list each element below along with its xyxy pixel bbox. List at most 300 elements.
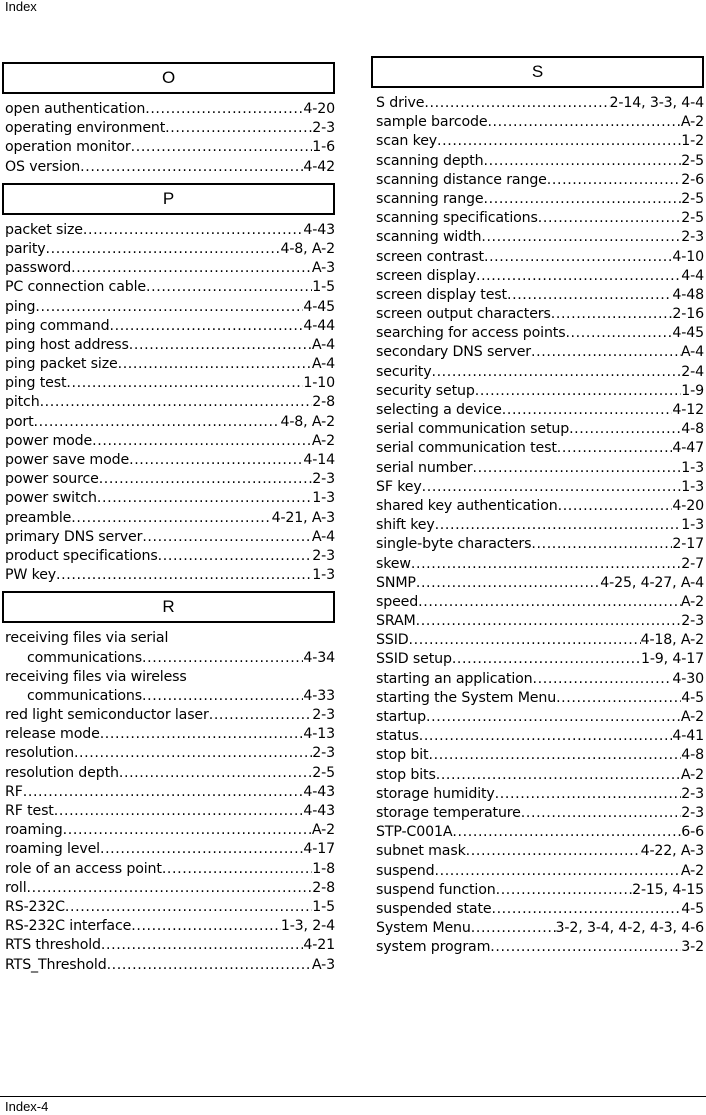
page-reference: 4-5 — [681, 689, 704, 706]
page-reference: A-4 — [311, 356, 335, 373]
page-reference: 4-13 — [303, 726, 335, 743]
index-term: RF — [5, 783, 23, 800]
index-term: product specifications — [5, 547, 158, 564]
dot-leader — [100, 725, 304, 744]
page-reference: A-3 — [311, 956, 335, 973]
index-entry — [374, 228, 704, 247]
page-reference: 4-43 — [303, 221, 335, 238]
dot-leader — [74, 744, 312, 763]
section-heading-o: O — [2, 62, 335, 94]
footer-rule — [0, 1096, 706, 1097]
page-reference: 1-3, 2-4 — [280, 918, 335, 935]
dot-leader — [531, 343, 681, 362]
dot-leader — [435, 516, 682, 535]
index-term: screen contrast — [376, 248, 484, 265]
index-entry — [5, 158, 335, 177]
index-entry — [5, 119, 335, 138]
index-entry — [5, 451, 335, 470]
index-entry — [374, 785, 704, 804]
page-reference: 4-20 — [303, 101, 335, 117]
index-entry — [374, 305, 704, 324]
dot-leader — [558, 497, 673, 516]
index-term: roaming — [5, 822, 63, 839]
page-reference: 1-9 — [681, 382, 704, 399]
page-reference: 2-3 — [681, 785, 704, 802]
page-reference: A-4 — [311, 336, 335, 353]
index-entry — [5, 393, 335, 412]
dot-leader — [142, 687, 303, 706]
page-reference: A-2 — [680, 709, 704, 725]
section-heading-p: P — [2, 183, 335, 215]
index-entry — [374, 267, 704, 286]
dot-leader — [27, 879, 313, 898]
index-term: S drive — [376, 95, 425, 111]
page-reference: 2-3 — [681, 804, 704, 821]
page-reference: 4-10 — [672, 248, 704, 265]
dot-leader — [481, 228, 681, 247]
index-entry — [374, 459, 704, 478]
page-reference: 4-43 — [303, 803, 335, 819]
index-term: ping host address — [5, 336, 129, 353]
index-entry — [5, 860, 335, 879]
index-entry — [374, 727, 704, 746]
page-reference: 4-21, A-3 — [271, 509, 335, 526]
dot-leader — [557, 439, 673, 458]
index-entry — [374, 171, 704, 190]
index-term: scanning range — [376, 190, 484, 207]
index-term: selecting a device — [376, 402, 502, 418]
index-term: open authentication — [5, 101, 146, 117]
index-term: searching for access points — [376, 325, 566, 342]
page-reference: 4-33 — [303, 687, 335, 704]
page-reference: 2-8 — [312, 394, 335, 411]
index-entry — [374, 324, 704, 343]
page-reference: 4-34 — [303, 649, 335, 666]
dot-leader — [33, 413, 280, 432]
page-reference: 4-42 — [303, 158, 335, 175]
page-reference: 1-2 — [681, 133, 704, 150]
index-entry-continuation — [5, 687, 335, 706]
dot-leader — [92, 432, 312, 451]
index-term: sample barcode — [376, 114, 488, 131]
index-term: RTS_Threshold — [5, 956, 107, 973]
index-entry — [374, 670, 704, 689]
dot-leader — [71, 509, 271, 528]
dot-leader — [165, 119, 312, 138]
index-entry — [374, 420, 704, 439]
index-term: system program — [376, 939, 491, 956]
index-term: scanning depth — [376, 152, 484, 169]
index-entry — [374, 919, 704, 938]
running-header: Index — [5, 0, 37, 14]
page-reference: 2-6 — [681, 171, 704, 188]
page-reference: A-3 — [311, 260, 335, 277]
index-entry — [374, 439, 704, 458]
dot-leader — [496, 881, 633, 900]
dot-leader — [416, 612, 682, 631]
page-reference: 6-6 — [681, 824, 704, 841]
page-reference: 4-45 — [672, 325, 704, 342]
dot-leader — [452, 823, 681, 842]
index-term: PC connection cable — [5, 279, 146, 296]
page-reference: A-2 — [680, 593, 704, 610]
index-term: RTS threshold — [5, 937, 101, 954]
index-entry — [5, 298, 335, 317]
dot-leader — [547, 171, 682, 190]
page-reference: 4-5 — [681, 900, 704, 917]
index-term: shared key authentication — [376, 497, 558, 514]
index-term: SF key — [376, 478, 422, 495]
index-entry — [5, 138, 335, 157]
index-term: ping test — [5, 375, 67, 392]
dot-leader — [556, 689, 681, 708]
dot-leader — [502, 401, 673, 420]
index-term: port — [5, 413, 34, 430]
dot-leader — [99, 470, 313, 489]
dot-leader — [487, 113, 680, 132]
page-reference: 4-45 — [303, 298, 335, 315]
index-entry — [5, 917, 335, 936]
index-term: release mode — [5, 726, 100, 743]
dot-leader — [411, 555, 681, 574]
index-list-p — [2, 215, 335, 592]
index-list-r — [2, 623, 335, 980]
dot-leader — [119, 764, 312, 783]
index-term: storage temperature — [376, 804, 521, 821]
index-entry — [374, 842, 704, 861]
dot-leader — [466, 842, 641, 861]
index-term: OS version — [5, 158, 81, 175]
dot-leader — [471, 919, 556, 938]
page-reference: 1-3 — [681, 517, 704, 534]
dot-leader — [428, 746, 681, 765]
dot-leader — [490, 938, 681, 957]
index-term: status — [376, 728, 419, 745]
page-reference: A-4 — [311, 528, 335, 545]
index-entry — [5, 489, 335, 508]
index-term-continuation: communications — [27, 687, 143, 704]
page-reference: 1-9, 4-17 — [640, 651, 704, 668]
page-reference: 4-47 — [672, 440, 704, 457]
dot-leader — [521, 804, 682, 823]
dot-leader — [97, 489, 312, 508]
page-number: Index-4 — [5, 1099, 49, 1114]
index-entry — [5, 566, 335, 585]
page-reference: A-2 — [680, 766, 704, 783]
index-term: security setup — [376, 382, 475, 399]
index-entry — [5, 355, 335, 374]
page-reference: 4-48 — [672, 286, 704, 303]
index-entry — [374, 152, 704, 171]
index-entry — [5, 879, 335, 898]
page-reference: A-2 — [311, 822, 335, 839]
page-reference: 2-14, 3-3, 4-4 — [609, 95, 704, 111]
page-reference: 4-12 — [672, 402, 704, 418]
index-term: speed — [376, 593, 419, 610]
index-entry — [374, 938, 704, 957]
index-term: scanning specifications — [376, 210, 538, 227]
index-term: shift key — [376, 517, 435, 534]
index-term: resolution depth — [5, 764, 119, 781]
index-term: roaming level — [5, 841, 100, 858]
index-term: primary DNS server — [5, 528, 143, 545]
index-entry — [374, 382, 704, 401]
index-entry — [374, 516, 704, 535]
index-term: screen output characters — [376, 306, 551, 323]
page-reference: 2-3 — [312, 471, 335, 488]
dot-leader — [80, 158, 303, 177]
page-reference: 4-21 — [303, 937, 335, 954]
page-reference: 4-20 — [672, 497, 704, 514]
dot-leader — [409, 631, 641, 650]
index-entry — [5, 100, 335, 119]
page-reference: 4-18, A-2 — [640, 632, 704, 649]
index-term: suspend — [376, 862, 435, 879]
page-reference: 4-8, A-2 — [280, 240, 335, 257]
index-entry — [374, 804, 704, 823]
index-entry — [5, 317, 335, 336]
index-entry — [5, 821, 335, 840]
index-term: serial communication setup — [376, 421, 570, 438]
index-entry — [374, 497, 704, 516]
index-term: single-byte characters — [376, 536, 532, 553]
index-entry — [374, 593, 704, 612]
page-reference: 4-25, 4-27, A-4 — [600, 574, 704, 591]
index-term: serial number — [376, 459, 473, 476]
index-entry — [5, 221, 335, 240]
page-reference: 2-3 — [312, 707, 335, 724]
index-term: SRAM — [376, 613, 416, 630]
page-reference: A-2 — [680, 862, 704, 879]
dot-leader — [491, 900, 681, 919]
index-list-s — [371, 88, 704, 963]
index-term: scan key — [376, 133, 438, 150]
index-entry — [374, 286, 704, 305]
left-column — [2, 62, 335, 981]
page-reference: 1-5 — [312, 898, 335, 915]
index-entry — [374, 190, 704, 209]
page-reference: 2-5 — [681, 152, 704, 169]
dot-leader — [109, 317, 303, 336]
index-term: security — [376, 363, 432, 380]
index-entry — [5, 668, 335, 687]
index-term: ping — [5, 298, 36, 315]
index-term: PW key — [5, 567, 57, 584]
page-reference: 4-14 — [303, 452, 335, 468]
index-term: preamble — [5, 509, 72, 526]
index-term: SNMP — [376, 574, 416, 591]
page-reference: 4-4 — [681, 267, 704, 284]
page-reference: 1-8 — [312, 860, 335, 877]
index-term: subnet mask — [376, 843, 466, 860]
dot-leader — [118, 355, 312, 374]
page-reference: 2-8 — [312, 879, 335, 896]
index-term: secondary DNS server — [376, 344, 531, 361]
dot-leader — [418, 593, 681, 612]
dot-leader — [431, 363, 681, 382]
index-term: starting the System Menu — [376, 689, 557, 706]
index-term: roll — [5, 879, 27, 896]
dot-leader — [538, 209, 682, 228]
dot-leader — [533, 670, 673, 689]
page-reference: 4-8 — [681, 421, 704, 438]
index-entry — [5, 336, 335, 355]
dot-leader — [209, 706, 313, 725]
index-list-o — [2, 94, 335, 183]
dot-leader — [495, 785, 682, 804]
dot-leader — [131, 917, 281, 936]
page-reference: 4-41 — [672, 728, 704, 745]
index-entry — [5, 706, 335, 725]
index-term: scanning distance range — [376, 171, 547, 188]
page-reference: 4-17 — [303, 841, 335, 858]
dot-leader — [131, 138, 313, 157]
dot-leader — [476, 267, 681, 286]
index-entry — [374, 343, 704, 362]
index-entry — [374, 363, 704, 382]
index-term: RF test — [5, 803, 54, 819]
index-entry — [374, 478, 704, 497]
page-reference: 2-3 — [681, 613, 704, 630]
index-term: starting an application — [376, 670, 533, 687]
index-term: suspend function — [376, 881, 496, 898]
dot-leader — [569, 420, 681, 439]
index-entry-continuation — [5, 649, 335, 668]
index-term-continuation: communications — [27, 649, 143, 666]
dot-leader — [416, 574, 600, 593]
index-entry — [5, 413, 335, 432]
index-entry — [374, 823, 704, 842]
index-entry — [5, 629, 335, 648]
index-entry — [374, 766, 704, 785]
section-heading-s: S — [371, 56, 704, 88]
right-column — [371, 56, 704, 963]
dot-leader — [100, 840, 303, 859]
index-entry — [374, 401, 704, 420]
index-term: SSID setup — [376, 651, 452, 668]
page-reference: 2-5 — [681, 190, 704, 207]
index-term: storage humidity — [376, 785, 495, 802]
index-entry — [5, 898, 335, 917]
dot-leader — [565, 324, 672, 343]
index-entry — [5, 259, 335, 278]
page-reference: A-2 — [680, 114, 704, 131]
dot-leader — [551, 305, 673, 324]
index-term: password — [5, 260, 72, 277]
index-term: ping command — [5, 317, 110, 334]
index-entry — [374, 708, 704, 727]
page-reference: 1-3 — [312, 490, 335, 507]
dot-leader — [452, 650, 641, 669]
index-entry — [374, 132, 704, 151]
index-term: suspended state — [376, 900, 492, 917]
index-term: power mode — [5, 432, 93, 449]
index-term: stop bit — [376, 747, 429, 764]
index-term: RS-232C interface — [5, 918, 132, 935]
index-term: scanning width — [376, 229, 482, 246]
index-term: power switch — [5, 490, 97, 507]
page-reference: 2-15, 4-15 — [632, 881, 704, 898]
index-term: role of an access point — [5, 860, 162, 877]
index-entry — [5, 936, 335, 955]
index-term: receiving files via wireless — [5, 668, 187, 685]
index-entry — [374, 574, 704, 593]
dot-leader — [129, 336, 312, 355]
index-entry — [5, 802, 335, 821]
index-term: ping packet size — [5, 356, 118, 373]
page-reference: 4-44 — [303, 317, 335, 334]
dot-leader — [142, 528, 312, 547]
index-term: power save mode — [5, 452, 130, 468]
index-entry — [374, 209, 704, 228]
page-reference: 1-3 — [681, 459, 704, 476]
page-reference: 2-17 — [672, 536, 704, 553]
dot-leader — [531, 535, 672, 554]
dot-leader — [475, 382, 682, 401]
dot-leader — [40, 393, 313, 412]
index-entry — [5, 764, 335, 783]
page-reference: 1-5 — [312, 279, 335, 296]
dot-leader — [54, 802, 304, 821]
index-term: operating environment — [5, 120, 166, 137]
index-entry — [5, 528, 335, 547]
dot-leader — [507, 286, 672, 305]
index-term: STP-C001A — [376, 824, 453, 841]
index-entry — [374, 650, 704, 669]
index-entry — [5, 956, 335, 975]
index-entry — [5, 725, 335, 744]
page-reference: 2-3 — [312, 120, 335, 137]
page-reference: 2-4 — [681, 363, 704, 380]
dot-leader — [426, 708, 681, 727]
page-reference: 3-2 — [681, 939, 704, 956]
dot-leader — [483, 190, 681, 209]
page-reference: 2-16 — [672, 306, 704, 323]
page-reference: 1-6 — [312, 139, 335, 156]
index-term: stop bits — [376, 766, 436, 783]
dot-leader — [65, 898, 312, 917]
index-term: screen display test — [376, 286, 507, 303]
index-entry — [5, 470, 335, 489]
index-entry — [374, 689, 704, 708]
dot-leader — [129, 451, 303, 470]
index-term: serial communication test — [376, 440, 557, 457]
index-term: skew — [376, 555, 411, 572]
index-entry — [5, 432, 335, 451]
page-reference: 2-5 — [681, 210, 704, 227]
dot-leader — [83, 221, 304, 240]
index-term: packet size — [5, 221, 83, 238]
dot-leader — [484, 248, 672, 267]
index-entry — [5, 840, 335, 859]
index-term: receiving files via serial — [5, 630, 169, 647]
dot-leader — [436, 766, 681, 785]
page-reference: 2-7 — [681, 555, 704, 572]
dot-leader — [424, 94, 609, 113]
dot-leader — [162, 860, 312, 879]
page-reference: 3-2, 3-4, 4-2, 4-3, 4-6 — [555, 920, 704, 937]
index-entry — [374, 94, 704, 113]
page-reference: 2-3 — [312, 547, 335, 564]
index-entry — [374, 113, 704, 132]
index-term: startup — [376, 709, 426, 725]
dot-leader — [101, 936, 304, 955]
index-entry — [374, 248, 704, 267]
dot-leader — [158, 547, 313, 566]
index-term: System Menu — [376, 920, 471, 937]
dot-leader — [63, 821, 312, 840]
index-term: power source — [5, 471, 99, 488]
